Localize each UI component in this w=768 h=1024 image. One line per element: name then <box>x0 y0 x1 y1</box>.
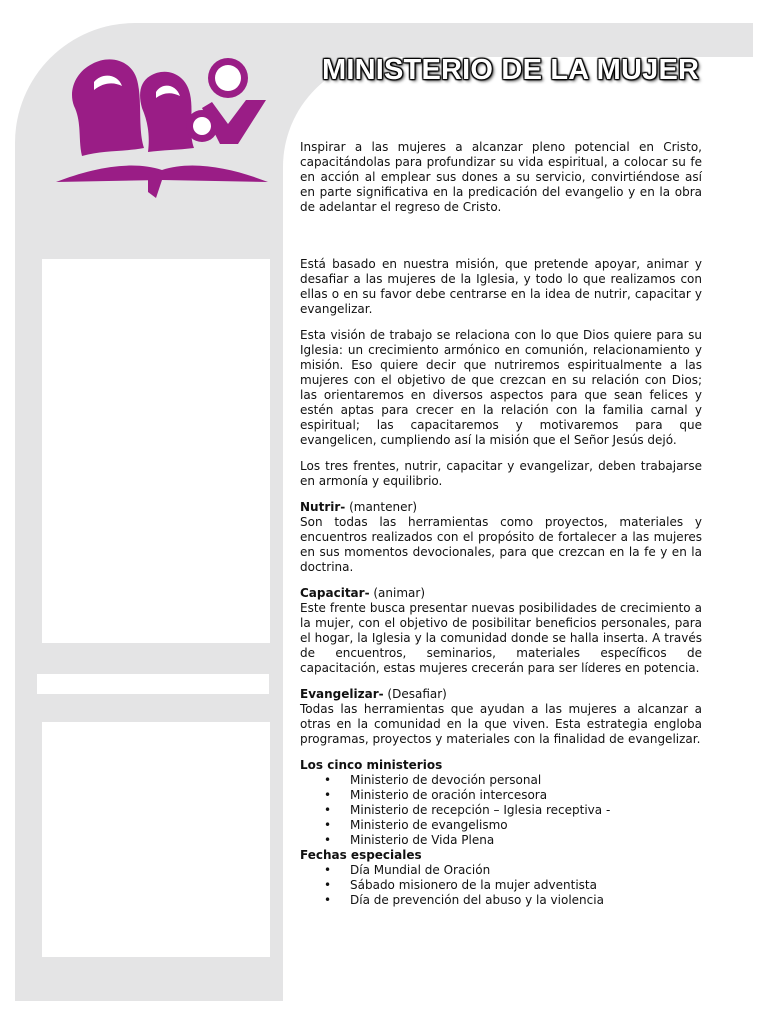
intro-paragraph: Inspirar a las mujeres a alcanzar pleno potencial en Cristo, capacitándolas para profundizar su vida espiritual, a colocar su fe en acción al emplear sus dones a su servicio, convirtiéndose así en parte significativa en la predicación del evangelio y en la obra de adelantar el regreso de Cristo. <box>300 140 702 214</box>
special-dates-heading: Fechas especiales <box>300 848 422 862</box>
list-item: • Ministerio de Vida Plena <box>350 833 702 848</box>
section-evangelizar-title: Evangelizar- <box>300 687 384 701</box>
section-nutrir <box>300 500 702 575</box>
section-evangelizar-subtitle: (Desafiar) <box>383 687 447 701</box>
special-dates-list <box>300 863 702 908</box>
paragraph-fronts: Los tres frentes, nutrir, capacitar y evangelizar, deben trabajarse en armonía y equilibrio. <box>300 459 702 488</box>
list-item: • Ministerio de recepción – Iglesia receptiva - <box>350 803 702 818</box>
section-nutrir-text: Son todas las herramientas como proyectos, materiales y encuentros realizados con el propósito de fortalecer a las mujeres en sus momentos devocionales, para que crezcan en la fe y en la doctrina. <box>300 515 702 574</box>
body-text <box>300 140 702 908</box>
page-title: MINISTERIO DE LA MUJER <box>322 54 700 86</box>
paragraph-vision: Esta visión de trabajo se relaciona con lo que Dios quiere para su Iglesia: un crecimiento armónico en comunión, relacionamiento y misión. Eso quiere decir que nutriremos espiritualmente a las mujeres con el objetivo de que crezcan en su relación con Dios; las orientaremos en diversos aspectos para que sean felices y estén aptas para crecer en la relación con la familia carnal y espiritual; las capacitaremos y motivaremos para que evangelicen, cumpliendo así la misión que el Señor Jesús dejó. <box>300 328 702 447</box>
paragraph-mission: Está basado en nuestra misión, que pretende apoyar, animar y desafiar a las mujeres de la Iglesia, y todo lo que realizamos con ellas o en su favor debe centrarse en la idea de nutrir, capacitar y evangelizar. <box>300 257 702 316</box>
section-nutrir-title: Nutrir- <box>300 500 346 514</box>
section-evangelizar <box>300 687 702 747</box>
section-evangelizar-text: Todas las herramientas que ayudan a las mujeres a alcanzar a otras en la comunidad en la que viven. Esta estrategia engloba programas, proyectos y materiales con la finalidad de evangelizar. <box>300 702 702 746</box>
sidebar-box-top <box>42 259 270 643</box>
section-capacitar-subtitle: (animar) <box>369 586 426 600</box>
sidebar-box-bottom <box>42 722 270 957</box>
ministries-heading: Los cinco ministerios <box>300 758 443 772</box>
section-nutrir-subtitle: (mantener) <box>345 500 418 514</box>
sidebar-strip <box>37 674 269 694</box>
section-capacitar <box>300 586 702 676</box>
women-ministry-logo-icon <box>52 52 272 202</box>
section-capacitar-text: Este frente busca presentar nuevas posibilidades de crecimiento a la mujer, con el objetivo de posibilitar beneficios personales, para el hogar, la Iglesia y la comunidad donde se halla inserta. A través de encuentros, seminarios, materiales específicos de capacitación, estas mujeres crecerán para ser líderes en potencia. <box>300 601 702 675</box>
list-item: • Ministerio de evangelismo <box>350 818 702 833</box>
list-item: • Ministerio de devoción personal <box>350 773 702 788</box>
list-item: • Ministerio de oración intercesora <box>350 788 702 803</box>
list-item: • Día Mundial de Oración <box>350 863 702 878</box>
section-capacitar-title: Capacitar- <box>300 586 370 600</box>
list-item: • Día de prevención del abuso y la violencia <box>350 893 702 908</box>
ministries-list <box>300 773 702 848</box>
list-item: • Sábado misionero de la mujer adventista <box>350 878 702 893</box>
